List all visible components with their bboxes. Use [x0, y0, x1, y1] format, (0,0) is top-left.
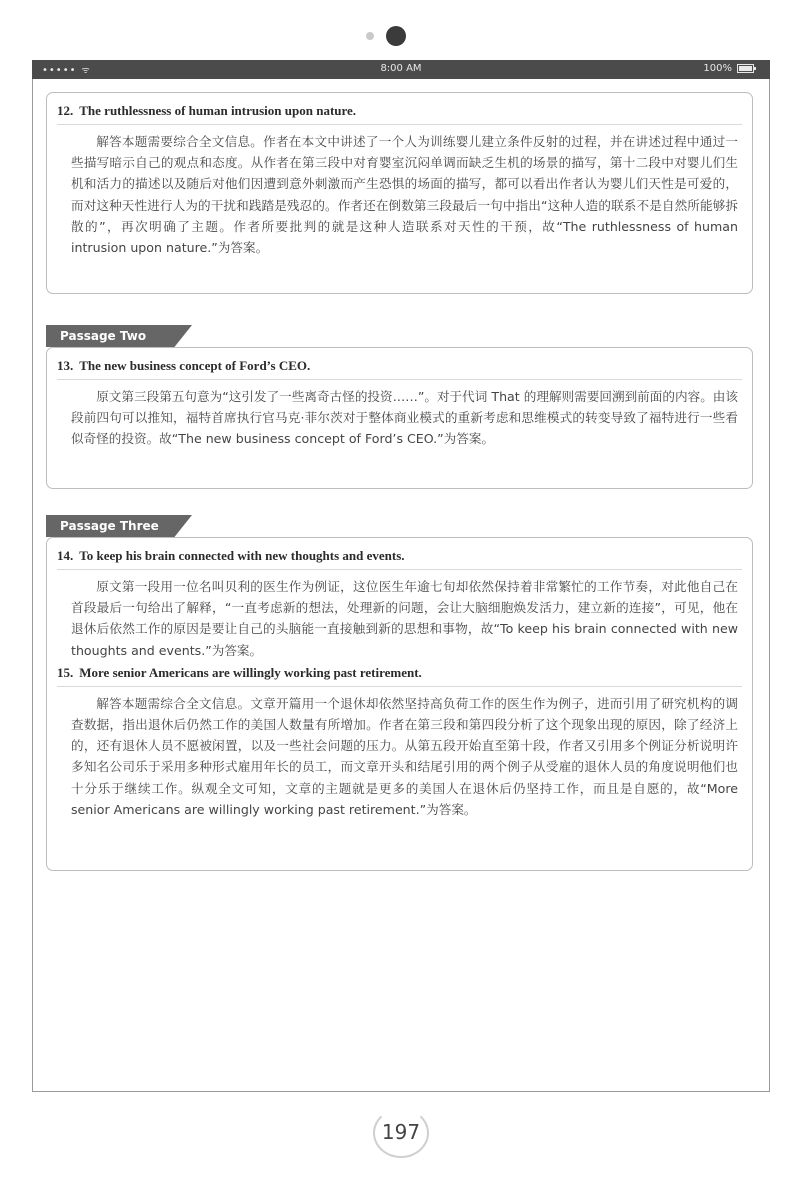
question-number: 15.: [57, 664, 74, 680]
front-camera: [366, 24, 406, 48]
passage-label: Passage Two: [60, 329, 147, 343]
passage-label: Passage Three: [60, 519, 159, 533]
passage-two-tab: [46, 325, 192, 347]
camera-lens: [386, 26, 406, 46]
question-text: The new business concept of Ford’s CEO.: [79, 358, 311, 373]
question-heading: [57, 663, 742, 687]
answer-box-q14-q15: [46, 537, 753, 871]
battery-indicator: [703, 63, 754, 74]
page-number-badge: [373, 1108, 429, 1158]
status-time: 8:00 AM: [380, 63, 422, 74]
page-number: 197: [381, 1120, 421, 1144]
question-number: 14.: [57, 548, 74, 563]
question-heading: [57, 101, 742, 125]
question-text: More senior Americans are willingly working past retirement.: [79, 664, 422, 680]
signal-icon: •••••: [42, 65, 77, 76]
status-bar: [32, 60, 770, 79]
answer-box-q13: [46, 347, 753, 489]
camera-sensor-dot: [366, 32, 374, 40]
question-number: 13.: [57, 358, 74, 373]
answer-explanation: 原文第一段用一位名叫贝利的医生作为例证，这位医生年逾七旬却依然保持着非常繁忙的工作节奏，对此他自己在首段最后一句给出了解释，“一直考虑新的想法，处理新的问题，会让大脑细胞焕发活力，建立新的连接”，可见，他在退休后依然工作的原因是要让自己的头脑能一直接触到新的思想和事物，故“To keep his brain connected with new thoughts and events.”为答案。: [71, 579, 738, 658]
wifi-icon: ᯤ: [81, 66, 91, 76]
answer-explanation: 解答本题需综合全文信息。文章开篇用一个退休却依然坚持高负荷工作的医生作为例子，进而引用了研究机构的调查数据，指出退休后仍然工作的美国人数量有所增加。作者在第三段和第四段分析了这个现象出现的原因，除了经济上的，还有退休人员不愿被闲置，以及一些社会问题的压力。从第五段开始直至第十段，作者又引用多个例证分析说明许多知名公司乐于采用多种形式雇用年长的员工，而文章开头和结尾引用的两个例子从受雇的退休人员的角度说明他们也十分乐于继续工作。纵观全文可知，文章的主题就是更多的美国人在退休后仍坚持工作，而且是自愿的，故“More senior Americans are willingly working past retirement.”为答案。: [71, 695, 738, 817]
question-text: The ruthlessness of human intrusion upon nature.: [79, 103, 357, 118]
question-heading: [57, 546, 742, 570]
passage-three-tab: [46, 515, 192, 537]
question-heading: [57, 356, 742, 380]
question-number: 12.: [57, 103, 74, 118]
answer-explanation: 原文第三段第五句意为“这引发了一些离奇古怪的投资……”。对于代词 That 的理解则需要回溯到前面的内容。由该段前四句可以推知，福特首席执行官马克·菲尔茨对于整体商业模式的重新考虑和思维模式的转变导致了福特进行一些看似奇怪的投资。故“The new business concept of Ford’s CEO.”为答案。: [71, 389, 738, 447]
answer-box-q12: [46, 92, 753, 294]
battery-icon: [737, 64, 754, 73]
battery-percent: 100%: [703, 63, 732, 74]
answer-explanation: 解答本题需要综合全文信息。作者在本文中讲述了一个人为训练婴儿建立条件反射的过程，并在讲述过程中通过一些描写暗示自己的观点和态度。从作者在第三段中对育婴室沉闷单调而缺乏生机的场景的描写，第十二段中对婴儿们生机和活力的描述以及随后对他们因遭到意外刺激而产生恐惧的场面的描写，都可以看出作者认为婴儿们天性是可爱的，而对这种天性进行人为的干扰和践踏是残忍的。作者还在倒数第三段最后一句中指出“这种人造的联系不是自然所能够拆散的”，再次明确了主题。作者所要批判的就是这种人造联系对天性的干预，故“The ruthlessness of human intrusion upon nature.”为答案。: [71, 134, 738, 256]
question-text: To keep his brain connected with new thoughts and events.: [79, 548, 405, 563]
